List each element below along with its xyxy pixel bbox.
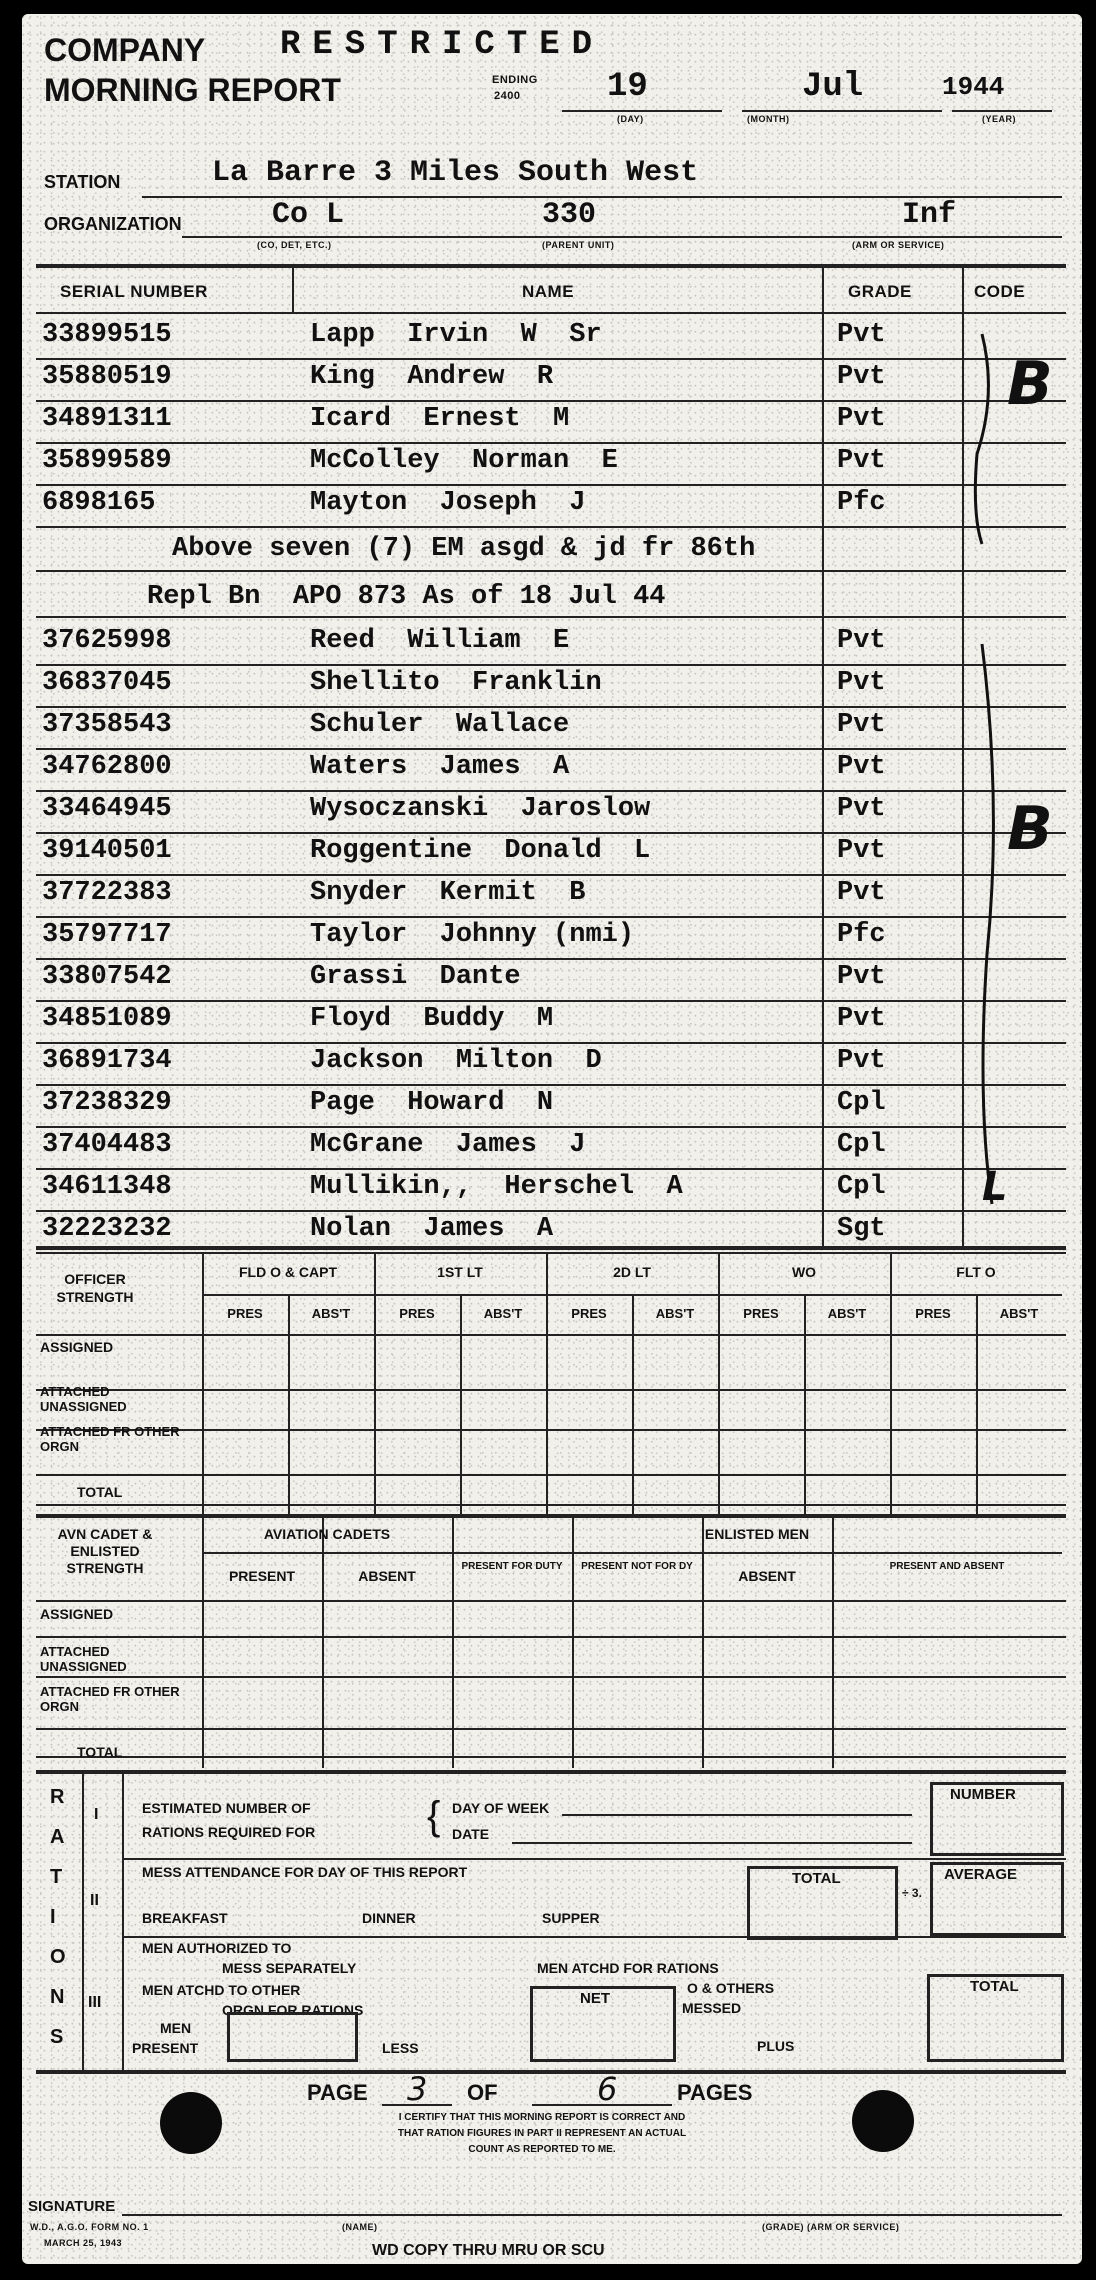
atchd-to-line2: ORGN FOR RATIONS <box>222 2002 364 2018</box>
officer-subheader: PRES <box>743 1306 779 1321</box>
roster-serial: 37722383 <box>42 878 172 908</box>
roster-serial: 34611348 <box>42 1172 172 1202</box>
signature-line <box>122 2214 1062 2216</box>
officer-row-attached-unassigned: ATTACHED UNASSIGNED <box>40 1384 127 1414</box>
roster-name: McColley Norman E <box>310 446 618 476</box>
rations-side-letter: N <box>50 1986 65 2008</box>
mess-dinner: DINNER <box>362 1910 416 1926</box>
atchd-for-rations: MEN ATCHD FOR RATIONS <box>537 1960 719 1976</box>
rations-section-i: I <box>94 1806 99 1823</box>
station-value: La Barre 3 Miles South West <box>212 156 699 190</box>
signature-label: SIGNATURE <box>28 2198 116 2215</box>
remark-rule <box>36 616 1066 618</box>
officer-row-assigned: ASSIGNED <box>40 1339 114 1355</box>
roster-grade: Pvt <box>837 710 886 740</box>
roster-row-rule <box>36 400 1066 402</box>
officer-bottom-rule <box>36 1514 1066 1518</box>
roster-row-rule <box>36 1000 1066 1002</box>
roster-row-rule <box>36 442 1066 444</box>
roster-row-rule <box>36 916 1066 918</box>
rations-section-iii: III <box>88 1994 102 2011</box>
report-year: 1944 <box>942 72 1005 102</box>
rations-est-line1: ESTIMATED NUMBER OF <box>142 1800 311 1816</box>
officer-row-attached-fr: ATTACHED FR OTHER ORGN <box>40 1424 180 1454</box>
service-value: Inf <box>902 198 957 232</box>
restricted-stamp: RESTRICTED <box>280 26 605 64</box>
mess-attendance-label: MESS ATTENDANCE FOR DAY OF THIS REPORT <box>142 1864 468 1880</box>
roster-header-rule <box>36 312 1066 314</box>
report-month: Jul <box>802 68 864 106</box>
roster-row-rule <box>36 832 1066 834</box>
form-date: MARCH 25, 1943 <box>44 2238 123 2248</box>
officer-subheader: ABS'T <box>999 1306 1039 1321</box>
officer-strength-title: OFFICER STRENGTH <box>56 1271 134 1305</box>
roster-name: Mullikin,, Herschel A <box>310 1172 683 1202</box>
parent-unit-value: 330 <box>542 198 597 232</box>
month-line <box>742 110 942 112</box>
roster-name: Reed William E <box>310 626 570 656</box>
roster-row-rule <box>36 526 1066 528</box>
roster-bottom-rule <box>36 1246 1066 1250</box>
roster-grade: Pvt <box>837 752 886 782</box>
officer-subheader: ABS'T <box>483 1306 523 1321</box>
officer-group-header: 1ST LT <box>437 1264 483 1280</box>
cadets-header: AVIATION CADETS <box>263 1526 391 1542</box>
roster-serial: 33807542 <box>42 962 172 992</box>
report-day: 19 <box>607 68 648 106</box>
roster-row-rule <box>36 1210 1066 1212</box>
roster-serial: 37625998 <box>42 626 172 656</box>
roster-serial: 33899515 <box>42 320 172 350</box>
organization-line <box>182 236 1062 238</box>
certify-line3: COUNT AS REPORTED TO ME. <box>468 2144 616 2155</box>
roster-grade: Pvt <box>837 878 886 908</box>
less-label: LESS <box>382 2040 419 2056</box>
roster-grade: Pvt <box>837 1046 886 1076</box>
rations-side-letter: T <box>50 1866 63 1888</box>
roster-serial: 33464945 <box>42 794 172 824</box>
col-grade: GRADE <box>848 282 912 301</box>
roster-serial: 35899589 <box>42 446 172 476</box>
roster-row-rule <box>36 874 1066 876</box>
officer-grid-rule <box>36 1429 1066 1431</box>
mess-breakfast: BREAKFAST <box>142 1910 228 1926</box>
roster-name: Taylor Johnny (nmi) <box>310 920 635 950</box>
code-mark-1: B <box>1007 349 1053 419</box>
remark-line-1: Above seven (7) EM asgd & jd fr 86th <box>172 534 756 564</box>
em-absent: ABSENT <box>738 1568 796 1584</box>
rations-number-label: NUMBER <box>950 1786 1016 1803</box>
roster-row-rule <box>36 1042 1066 1044</box>
rations-side-letter: S <box>50 2026 64 2048</box>
roster-grade: Pvt <box>837 794 886 824</box>
roster-header-divider <box>292 266 294 312</box>
officer-group-header: 2D LT <box>613 1264 651 1280</box>
rations-side-divider <box>82 1772 84 2072</box>
grade-caption: (GRADE) (ARM OR SERVICE) <box>762 2222 900 2232</box>
name-caption: (NAME) <box>342 2222 378 2232</box>
em-present-and-absent: PRESENT AND ABSENT <box>889 1561 1005 1572</box>
rations-side-letter: O <box>50 1946 66 1968</box>
roster-serial: 6898165 <box>42 488 156 518</box>
total-pages-line <box>532 2104 672 2106</box>
auth-line2: MESS SEPARATELY <box>222 1960 357 1976</box>
morning-report-form <box>22 14 1082 2264</box>
roster-row-rule <box>36 1126 1066 1128</box>
enlisted-row-assigned: ASSIGNED <box>40 1606 114 1622</box>
code-mark-2: B <box>1007 794 1053 864</box>
punch-hole-right <box>852 2090 914 2152</box>
officer-subheader: PRES <box>399 1306 435 1321</box>
officer-grid-divider <box>976 1294 978 1514</box>
year-caption: (YEAR) <box>982 114 1016 124</box>
roster-row-rule <box>36 1168 1066 1170</box>
roster-serial: 35797717 <box>42 920 172 950</box>
roster-name: Wysoczanski Jaroslow <box>310 794 651 824</box>
enlisted-grid-rule <box>36 1600 1066 1602</box>
roster-grade: Pvt <box>837 320 886 350</box>
mess-average-label: AVERAGE <box>944 1866 1018 1883</box>
rations-brace: { <box>427 1794 441 1838</box>
enlisted-row-attached-unassigned: ATTACHED UNASSIGNED <box>40 1644 127 1674</box>
roster-name: Nolan James A <box>310 1214 554 1244</box>
roster-row-rule <box>36 358 1066 360</box>
roster-name: Floyd Buddy M <box>310 1004 554 1034</box>
roster-serial: 34891311 <box>42 404 172 434</box>
enlisted-row-attached-fr: ATTACHED FR OTHER ORGN <box>40 1684 180 1714</box>
officer-row-total: TOTAL <box>77 1484 123 1500</box>
officer-subheader: ABS'T <box>311 1306 351 1321</box>
roster-name: Lapp Irvin W Sr <box>310 320 602 350</box>
enlisted-grid-rule <box>202 1552 1062 1554</box>
rations-day-of-week: DAY OF WEEK <box>452 1800 550 1816</box>
roster-serial: 36891734 <box>42 1046 172 1076</box>
officer-grid-rule <box>36 1389 1066 1391</box>
rations-side-letter: R <box>50 1786 65 1808</box>
roster-serial: 39140501 <box>42 836 172 866</box>
roster-row-rule <box>36 790 1066 792</box>
roster-name: King Andrew R <box>310 362 554 392</box>
officer-subheader: ABS'T <box>827 1306 867 1321</box>
month-caption: (MONTH) <box>747 114 790 124</box>
roster-serial: 36837045 <box>42 668 172 698</box>
rations-side-letter: I <box>50 1906 56 1928</box>
rations-side-letter: A <box>50 1826 65 1848</box>
officer-grid-rule <box>36 1474 1066 1476</box>
page-label: PAGE <box>307 2080 368 2105</box>
rations-date: DATE <box>452 1826 490 1842</box>
cadets-absent: ABSENT <box>358 1568 416 1584</box>
roster-serial: 37238329 <box>42 1088 172 1118</box>
officer-grid-divider <box>460 1294 462 1514</box>
auth-line1: MEN AUTHORIZED TO <box>142 1940 292 1956</box>
roster-name: Schuler Wallace <box>310 710 570 740</box>
total-pages: 6 <box>597 2070 618 2108</box>
roster-grade: Pvt <box>837 626 886 656</box>
officer-group-header: WO <box>791 1264 817 1280</box>
roster-name: Waters James A <box>310 752 570 782</box>
ending-time: 2400 <box>494 90 521 102</box>
rations-section-ii-rule <box>122 1936 1066 1938</box>
roster-serial: 35880519 <box>42 362 172 392</box>
day-caption: (DAY) <box>617 114 644 124</box>
roster-name: Icard Ernest M <box>310 404 570 434</box>
roster-grade: Pfc <box>837 488 886 518</box>
enlisted-grid-rule <box>36 1728 1066 1730</box>
roster-row-rule <box>36 484 1066 486</box>
men-present-line1: MEN <box>160 2020 192 2036</box>
officer-subheader: PRES <box>571 1306 607 1321</box>
roster-serial: 32223232 <box>42 1214 172 1244</box>
remark-line-2: Repl Bn APO 873 As of 18 Jul 44 <box>147 582 666 612</box>
officer-subheader: PRES <box>915 1306 951 1321</box>
roster-row-rule <box>36 748 1066 750</box>
parent-caption: (PARENT UNIT) <box>542 240 615 250</box>
rations-est-line2: RATIONS REQUIRED FOR <box>142 1824 316 1840</box>
roster-name: Shellito Franklin <box>310 668 602 698</box>
roster-name: Mayton Joseph J <box>310 488 586 518</box>
rations-bottom-rule <box>36 2070 1066 2074</box>
roster-serial: 34762800 <box>42 752 172 782</box>
mess-divide-label: ÷ 3. <box>902 1886 922 1900</box>
officer-subheader: ABS'T <box>655 1306 695 1321</box>
officer-grid-rule <box>202 1294 1062 1296</box>
roster-grade: Cpl <box>837 1130 886 1160</box>
page-number: 3 <box>407 2070 428 2108</box>
certify-line1: I CERTIFY THAT THIS MORNING REPORT IS CORRECT AND <box>398 2112 686 2123</box>
remark-rule <box>36 570 1066 572</box>
organization-label: ORGANIZATION <box>44 214 182 234</box>
rations-roman-divider <box>122 1772 124 2072</box>
roster-serial: 34851089 <box>42 1004 172 1034</box>
officer-grid-divider <box>804 1294 806 1514</box>
roster-name: Jackson Milton D <box>310 1046 602 1076</box>
roster-serial: 37404483 <box>42 1130 172 1160</box>
officer-grid-rule <box>36 1504 1066 1506</box>
roster-row-rule <box>36 1252 1066 1254</box>
col-name: NAME <box>522 282 575 301</box>
grade-column-divider <box>822 266 824 1246</box>
officer-grid-divider <box>288 1294 290 1514</box>
roster-top-rule <box>36 264 1066 268</box>
messed-label: MESSED <box>682 2000 742 2016</box>
roster-row-rule <box>36 1084 1066 1086</box>
rations-total-label: TOTAL <box>970 1978 1019 1995</box>
roster-grade: Pvt <box>837 446 886 476</box>
roster-grade: Pvt <box>837 362 886 392</box>
net-label: NET <box>580 1990 610 2007</box>
code-mark-3: L <box>982 1164 1008 1210</box>
rations-section-ii: II <box>90 1892 99 1909</box>
officer-group-header: FLT O <box>956 1264 996 1280</box>
col-serial-number: SERIAL NUMBER <box>60 282 208 301</box>
roster-row-rule <box>36 664 1066 666</box>
roster-row-rule <box>36 706 1066 708</box>
roster-serial: 37358543 <box>42 710 172 740</box>
enlisted-grid-rule <box>36 1676 1066 1678</box>
enlisted-strength-title: AVN CADET & ENLISTED STRENGTH <box>57 1526 153 1576</box>
men-present-line2: PRESENT <box>132 2040 199 2056</box>
mess-supper: SUPPER <box>542 1910 600 1926</box>
cadets-present: PRESENT <box>228 1568 296 1584</box>
form-title-morning-report: MORNING REPORT <box>44 72 341 108</box>
punch-hole-left <box>160 2092 222 2154</box>
year-line <box>952 110 1052 112</box>
organization-value: Co L <box>272 198 345 232</box>
enlisted-header: ENLISTED MEN <box>704 1526 810 1542</box>
roster-grade: Sgt <box>837 1214 886 1244</box>
code-bracket-marks <box>962 304 1062 1244</box>
roster-grade: Pvt <box>837 1004 886 1034</box>
form-number: W.D., A.G.O. FORM NO. 1 <box>30 2222 149 2232</box>
day-line <box>562 110 722 112</box>
officer-grid-divider <box>632 1294 634 1514</box>
day-of-week-line <box>562 1814 912 1816</box>
atchd-to-line1: MEN ATCHD TO OTHER <box>142 1982 301 1998</box>
em-present-not-duty: PRESENT NOT FOR DY <box>581 1561 693 1572</box>
roster-grade: Cpl <box>837 1172 886 1202</box>
of-label: OF <box>467 2080 498 2105</box>
page-number-line <box>382 2104 452 2106</box>
certify-line2: THAT RATION FIGURES IN PART II REPRESENT AN ACTUAL <box>397 2128 687 2139</box>
copy-routing: WD COPY THRU MRU OR SCU <box>372 2242 605 2259</box>
roster-grade: Pvt <box>837 668 886 698</box>
form-title-company: COMPANY <box>44 32 206 68</box>
roster-grade: Pvt <box>837 836 886 866</box>
plus-label: PLUS <box>757 2038 795 2054</box>
roster-grade: Cpl <box>837 1088 886 1118</box>
station-label: STATION <box>44 172 121 192</box>
enlisted-grid-rule <box>36 1756 1066 1758</box>
em-present-duty: PRESENT FOR DUTY <box>461 1561 563 1572</box>
roster-grade: Pvt <box>837 404 886 434</box>
o-and-others: O & OTHERS <box>687 1980 775 1996</box>
roster-name: McGrane James J <box>310 1130 586 1160</box>
org-caption: (CO, DET, ETC.) <box>257 240 332 250</box>
date-line <box>512 1842 912 1844</box>
roster-name: Roggentine Donald L <box>310 836 651 866</box>
roster-name: Page Howard N <box>310 1088 554 1118</box>
service-caption: (ARM OR SERVICE) <box>852 240 945 250</box>
enlisted-grid-rule <box>36 1636 1066 1638</box>
officer-subheader: PRES <box>227 1306 263 1321</box>
ending-label: ENDING <box>492 74 538 86</box>
rations-section-i-rule <box>122 1858 1066 1860</box>
roster-name: Grassi Dante <box>310 962 521 992</box>
roster-name: Snyder Kermit B <box>310 878 586 908</box>
roster-grade: Pfc <box>837 920 886 950</box>
enlisted-row-total: TOTAL <box>77 1744 123 1760</box>
men-present-box <box>227 2012 358 2062</box>
roster-row-rule <box>36 958 1066 960</box>
enlisted-bottom-rule <box>36 1770 1066 1774</box>
officer-group-header: FLD O & CAPT <box>239 1264 337 1280</box>
mess-total-label: TOTAL <box>792 1870 841 1887</box>
roster-grade: Pvt <box>837 962 886 992</box>
officer-grid-rule <box>36 1334 1066 1336</box>
pages-label: PAGES <box>677 2080 753 2105</box>
col-code: CODE <box>974 282 1026 301</box>
